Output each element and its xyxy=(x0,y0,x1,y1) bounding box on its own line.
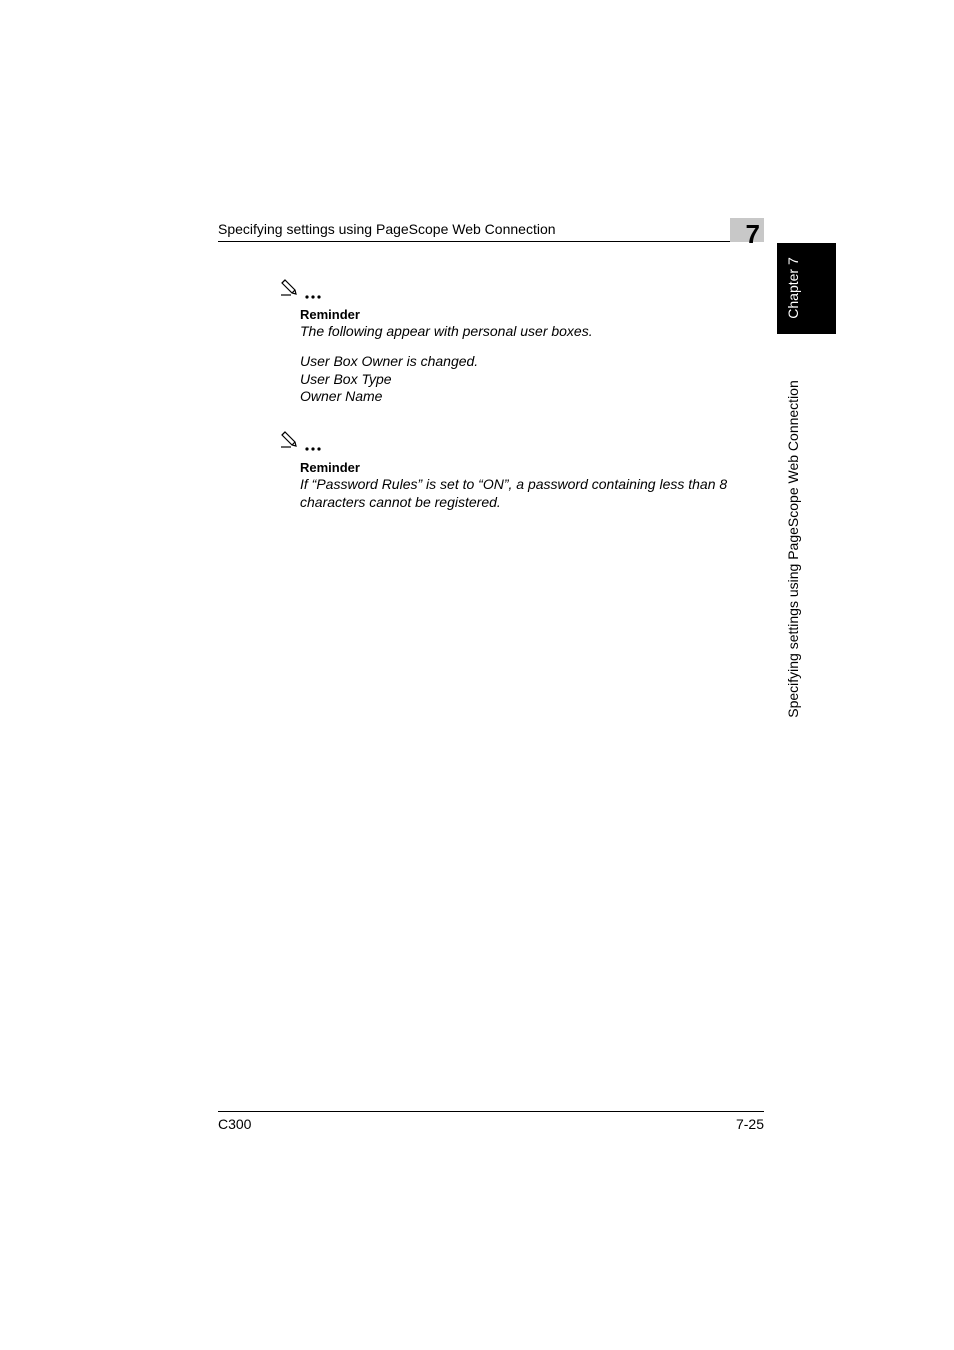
footer-model-name: C300 xyxy=(218,1116,252,1132)
reminder-text-line: Owner Name xyxy=(300,388,383,404)
pencil-note-icon xyxy=(279,278,325,302)
section-side-label: Specifying settings using PageScope Web Connection xyxy=(785,380,801,718)
reminder-text-line: User Box Type xyxy=(300,371,392,387)
footer-page-number: 7-25 xyxy=(735,1116,764,1132)
reminder-text-line: If “Password Rules” is set to “ON”, a password containing less than 8 xyxy=(300,476,728,492)
header-divider xyxy=(218,241,764,242)
reminder-text-line: The following appear with personal user boxes. xyxy=(300,323,593,339)
footer-divider xyxy=(218,1111,764,1112)
reminder-title: Reminder xyxy=(300,460,360,475)
reminder-title: Reminder xyxy=(300,307,360,322)
pencil-note-icon xyxy=(279,430,325,454)
chapter-number-badge: 7 xyxy=(730,218,764,242)
reminder-text-line: characters cannot be registered. xyxy=(300,494,501,510)
running-header-title: Specifying settings using PageScope Web Connection xyxy=(218,221,556,237)
reminder-text-line: User Box Owner is changed. xyxy=(300,353,479,369)
chapter-side-tab-label: Chapter 7 xyxy=(785,257,801,319)
